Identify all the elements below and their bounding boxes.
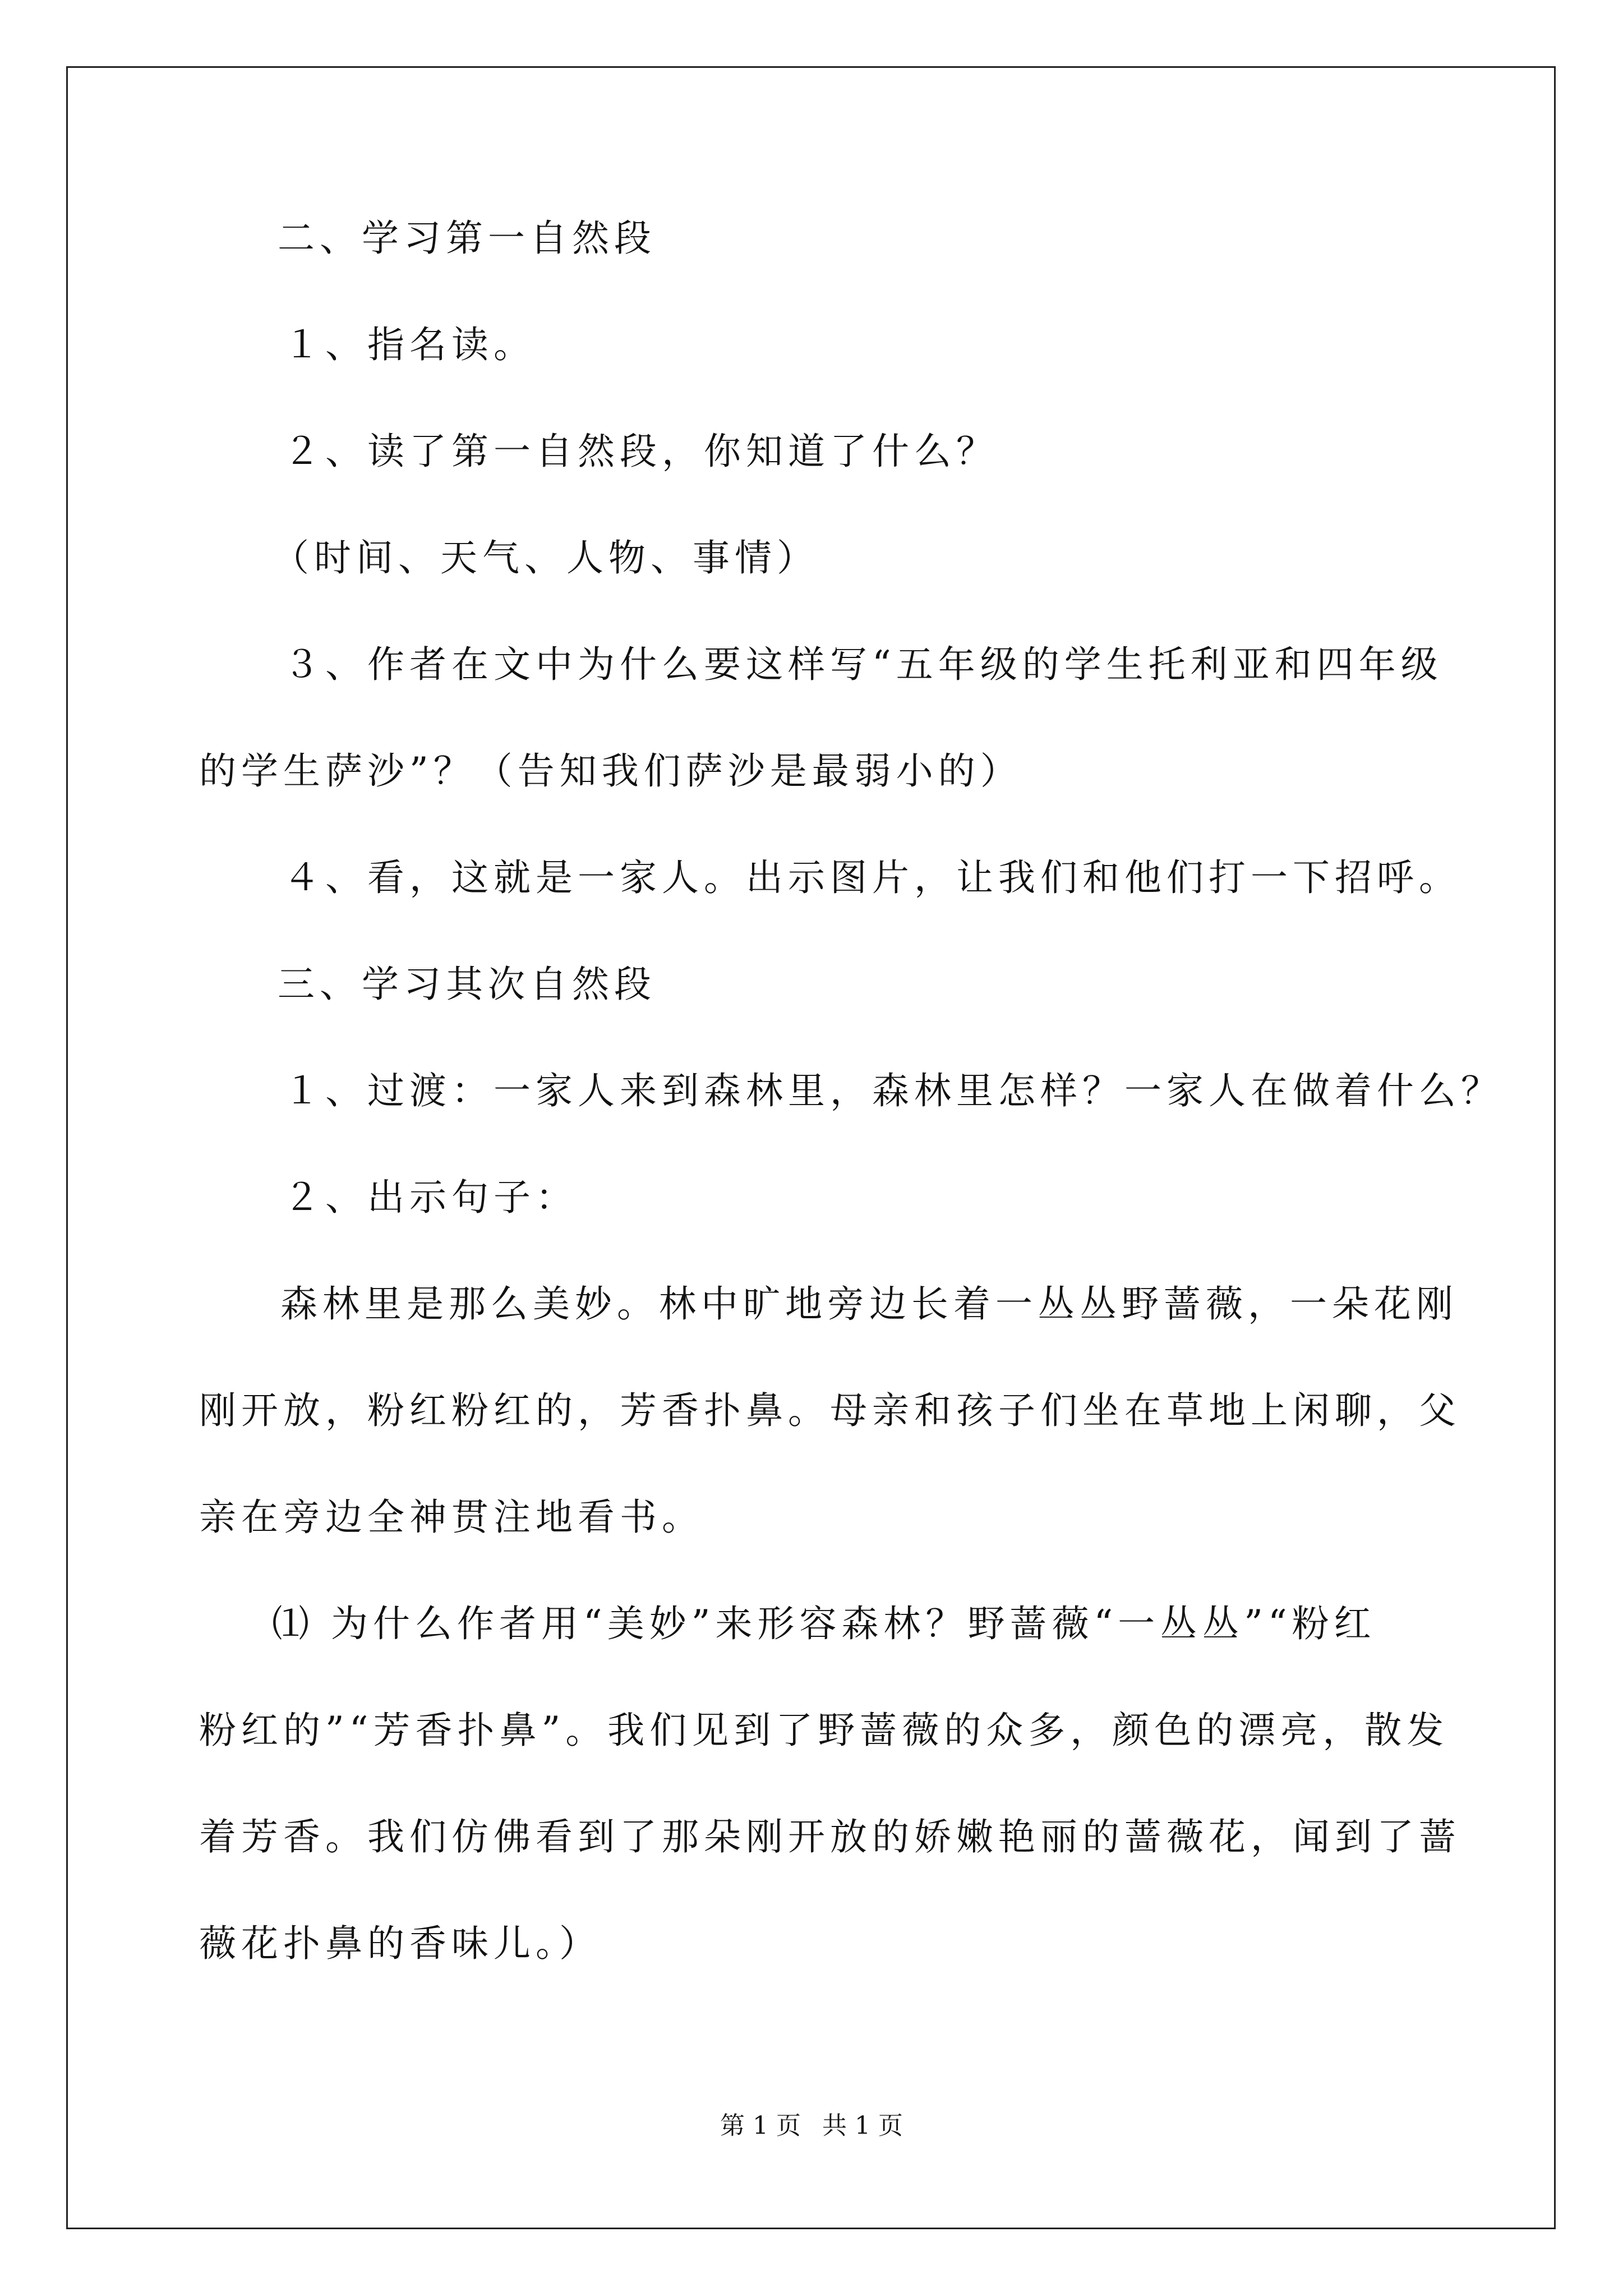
paragraph-line: １、指名读。 <box>283 323 536 366</box>
paragraph-line: ２、出示句子： <box>283 1176 578 1219</box>
quote-line: 刚开放，粉红粉红的，芳香扑鼻。母亲和孩子们坐在草地上闲聊，父 <box>199 1389 1461 1432</box>
page-footer <box>0 2109 1623 2143</box>
paragraph-line: 的学生萨沙”？（告知我们萨沙是最弱小的） <box>199 749 1022 793</box>
paragraph-line: （时间、天气、人物、事情） <box>272 536 819 579</box>
page-number: 第 1 页 <box>720 2111 801 2140</box>
paragraph-line: ２、读了第一自然段，你知道了什么？ <box>283 430 998 473</box>
page-border <box>66 66 1556 2229</box>
paragraph-line: 粉红的”“芳香扑鼻”。我们见到了野蔷薇的众多，颜色的漂亮，散发 <box>199 1709 1449 1752</box>
section-heading-1: 二、学习第一自然段 <box>278 217 656 260</box>
paragraph-line: 着芳香。我们仿佛看到了那朵刚开放的娇嫩艳丽的蔷薇花，闻到了蔷 <box>199 1815 1461 1858</box>
section-heading-2: 三、学习其次自然段 <box>278 963 656 1006</box>
paragraph-line: 薇花扑鼻的香味儿。） <box>199 1922 601 1965</box>
paragraph-line: ⑴ 为什么作者用“美妙”来形容森林？野蔷薇“一丛丛”“粉红 <box>272 1602 1376 1645</box>
paragraph-line: ４、看，这就是一家人。出示图片，让我们和他们打一下招呼。 <box>283 856 1461 899</box>
paragraph-line: ３、作者在文中为什么要这样写“五年级的学生托利亚和四年级 <box>283 643 1443 686</box>
paragraph-line: １、过渡：一家人来到森林里，森林里怎样？一家人在做着什么？ <box>283 1069 1503 1112</box>
quote-line: 森林里是那么美妙。林中旷地旁边长着一丛丛野蔷薇，一朵花刚 <box>280 1282 1458 1326</box>
page-total: 共 1 页 <box>822 2111 903 2140</box>
quote-line: 亲在旁边全神贯注地看书。 <box>199 1496 704 1539</box>
